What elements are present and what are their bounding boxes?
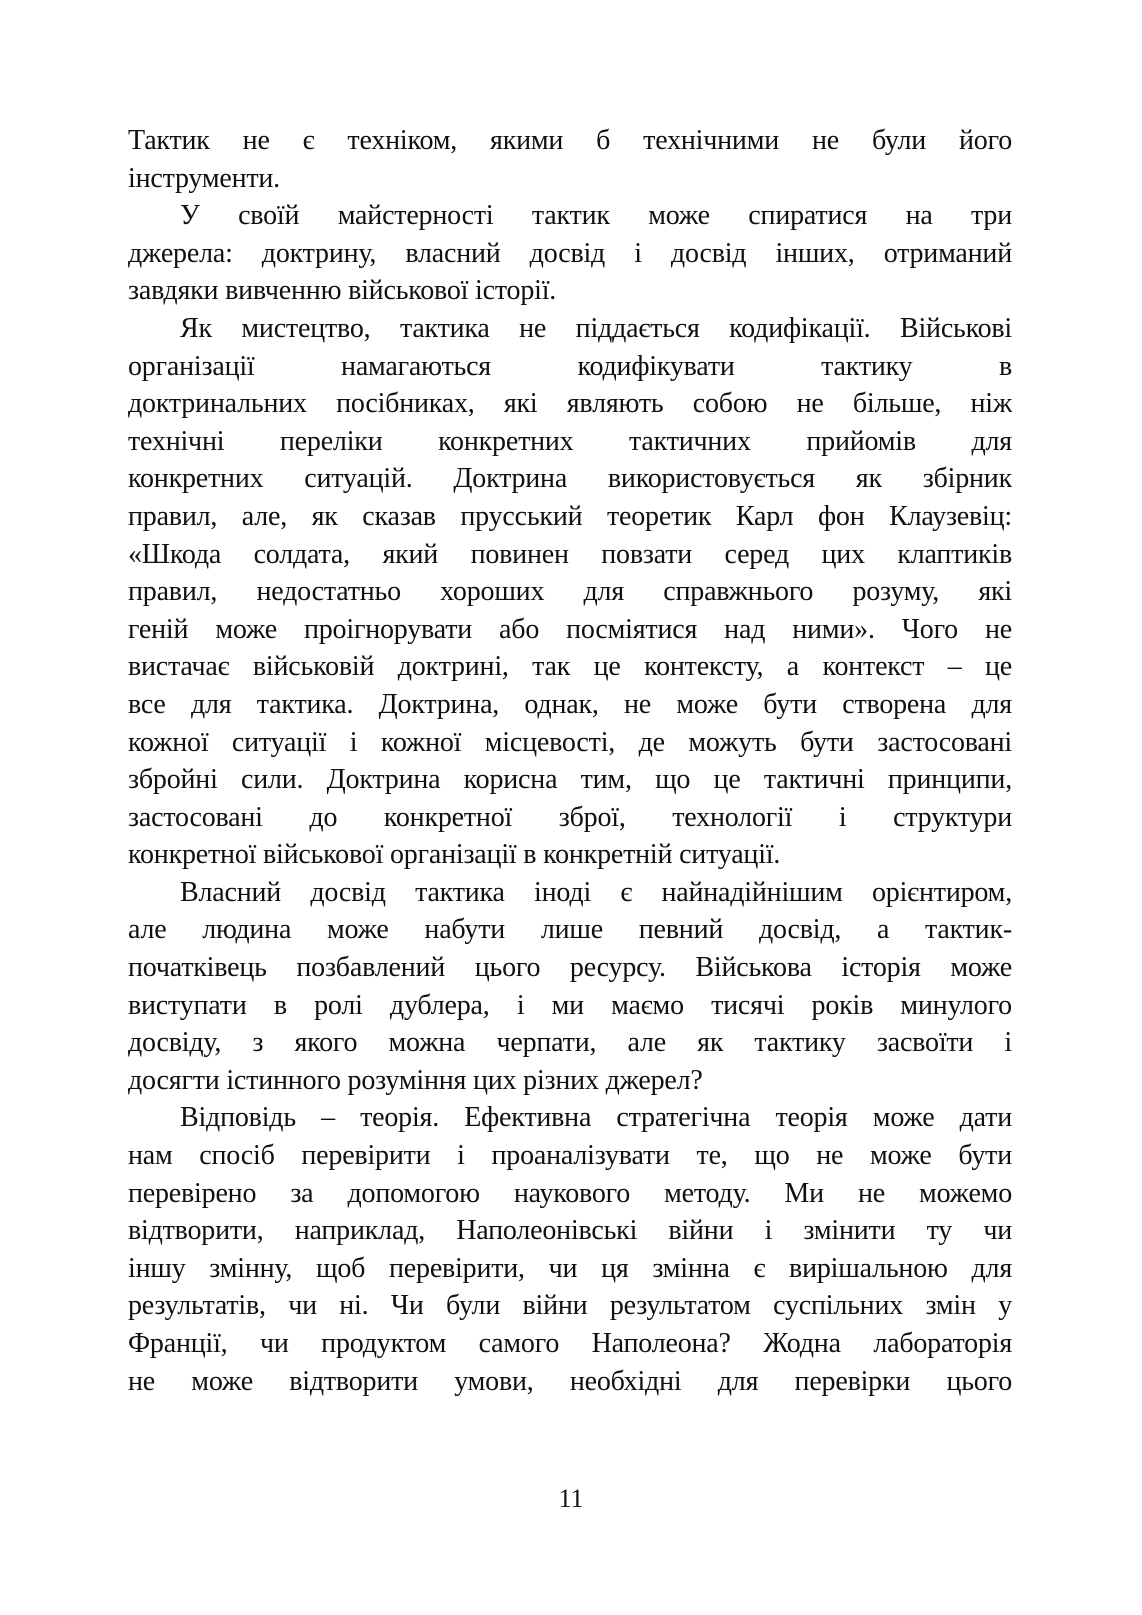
text-line: все для тактика. Доктрина, однак, не може бути створена для — [128, 688, 1012, 720]
text-line: У своїй майстерності тактик може спиратися на три — [180, 200, 1012, 232]
text-line: кожної ситуації і кожної місцевості, де можуть бути застосовані — [128, 726, 1012, 758]
text-line: Відповідь – теорія. Ефективна стратегічна теорія може дати — [180, 1102, 1012, 1134]
text-line: іншу змінну, щоб перевірити, чи ця змінна є вирішальною для — [128, 1252, 1012, 1284]
text-line: досвіду, з якого можна черпати, але як тактику засвоїти і — [128, 1027, 1012, 1059]
text-line: не може відтворити умови, необхідні для перевірки цього — [128, 1365, 1012, 1397]
text-line: збройні сили. Доктрина корисна тим, що це тактичні принципи, — [128, 764, 1012, 796]
paragraph — [128, 310, 1012, 874]
text-line: Як мистецтво, тактика не піддається кодифікації. Військові — [180, 312, 1012, 344]
paragraph — [128, 122, 1012, 197]
text-line: доктринальних посібниках, які являють собою не більше, ніж — [128, 388, 1012, 420]
text-line: вистачає військовій доктрині, так це контексту, а контекст – це — [128, 651, 1012, 683]
paragraph — [128, 197, 1012, 310]
text-line: організації намагаються кодифікувати тактику в — [128, 350, 1012, 382]
text-line: конкретної військової організації в конкретній ситуації. — [128, 839, 781, 871]
text-line: нам спосіб перевірити і проаналізувати те, що не може бути — [128, 1140, 1012, 1172]
text-line: досягти істинного розуміння цих різних джерел? — [128, 1064, 703, 1096]
text-line: «Шкода солдата, який повинен повзати серед цих клаптиків — [128, 538, 1012, 570]
text-line: Власний досвід тактика іноді є найнадійнішим орієнтиром, — [180, 876, 1012, 908]
text-line: початківець позбавлений цього ресурсу. Військова історія може — [128, 952, 1012, 984]
text-line: інструменти. — [128, 162, 280, 194]
text-line: завдяки вивченню військової історії. — [128, 275, 557, 307]
text-line: правил, недостатньо хороших для справжнього розуму, які — [128, 576, 1012, 608]
text-line: відтворити, наприклад, Наполеонівські війни і змінити ту чи — [128, 1215, 1012, 1247]
text-line: Тактик не є техніком, якими б технічними не були його — [128, 125, 1012, 156]
paragraph — [128, 1099, 1012, 1400]
text-line: правил, але, як сказав прусський теоретик Карл фон Клаузевіц: — [128, 500, 1012, 532]
text-line: джерела: доктрину, власний досвід і досвід інших, отриманий — [128, 237, 1012, 269]
text-line: геній може проігнорувати або посміятися над ними». Чого не — [128, 613, 1012, 645]
text-line: застосовані до конкретної зброї, технології і структури — [128, 801, 1012, 833]
paragraph — [128, 874, 1012, 1100]
text-line: перевірено за допомогою наукового методу. Ми не можемо — [128, 1177, 1012, 1209]
text-line: технічні переліки конкретних тактичних прийомів для — [128, 425, 1012, 457]
text-line: результатів, чи ні. Чи були війни результатом суспільних змін у — [128, 1290, 1012, 1322]
text-block — [128, 122, 1012, 1400]
text-line: конкретних ситуацій. Доктрина використовується як збірник — [128, 463, 1012, 495]
text-line: виступати в ролі дублера, і ми маємо тисячі років минулого — [128, 989, 1012, 1021]
text-line: Франції, чи продуктом самого Наполеона? Жодна лабораторія — [128, 1328, 1012, 1359]
page-number: 11 — [558, 1484, 584, 1513]
text-line: але людина може набути лише певний досвід, а тактик- — [128, 914, 1012, 946]
